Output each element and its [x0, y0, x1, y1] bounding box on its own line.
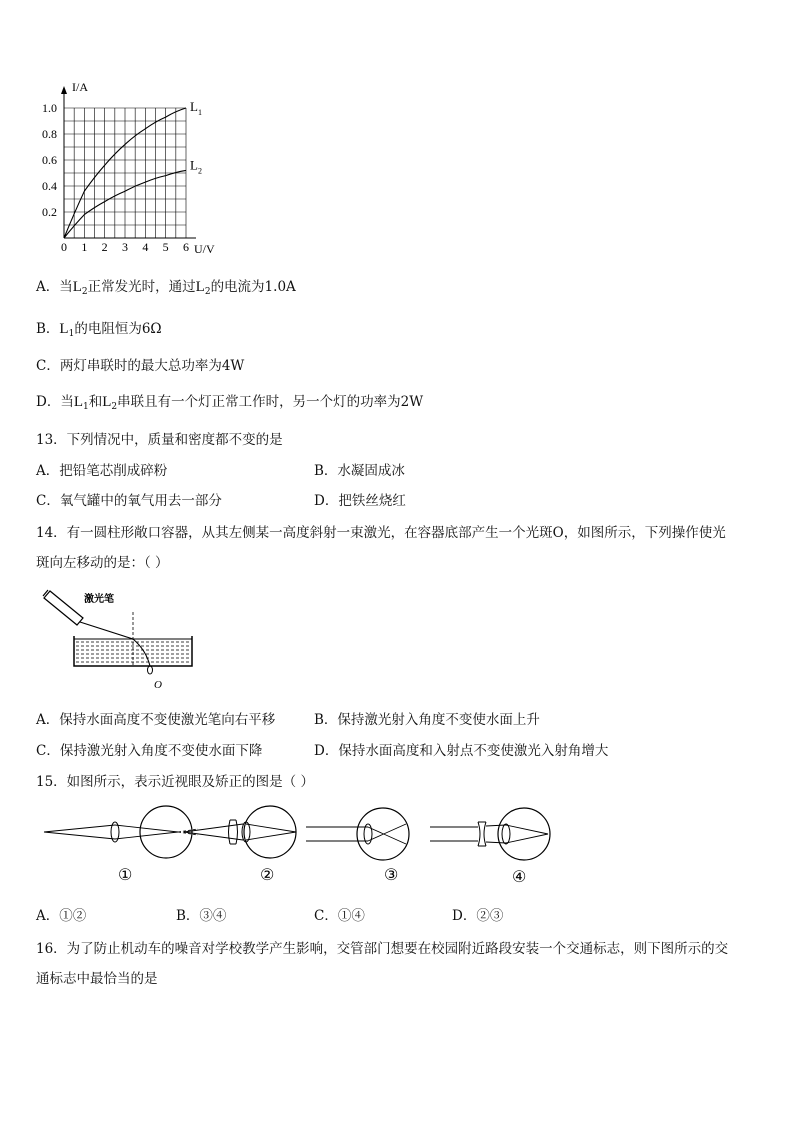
figure-label-2: ② [260, 867, 275, 884]
series-label-sub-1: 1 [198, 108, 202, 117]
q15-option-c[interactable]: C．①④ [314, 908, 365, 924]
q12-option-c[interactable]: C．两灯串联时的最大总功率为4W [36, 358, 245, 374]
iu-chart [30, 78, 230, 258]
chart-grid [64, 108, 186, 238]
x-tick-label: 1 [81, 240, 88, 254]
figure-label-3: ③ [384, 867, 399, 884]
q15-option-b[interactable]: B．③④ [176, 908, 227, 924]
figure-label-1: ① [118, 867, 133, 884]
y-axis-arrow [61, 86, 67, 94]
spot-label: O [154, 679, 162, 691]
y-axis-label: I/A [72, 80, 88, 94]
x-tick-label: 4 [142, 240, 149, 254]
q13-option-c[interactable]: C．氧气罐中的氧气用去一部分 [36, 493, 222, 509]
light-spot [148, 666, 153, 674]
laser-ray [80, 622, 133, 639]
q12-option-a[interactable]: A．当$L_2$正常发光时，通过$L_2$的电流为1.0A [36, 279, 296, 297]
chart-series [64, 99, 202, 238]
x-axis-label: U/V [194, 242, 215, 256]
eye-figures [38, 798, 558, 890]
y-tick-label: 0.2 [42, 205, 57, 219]
laser-container-figure [38, 588, 208, 693]
series-label-sub-2: 2 [198, 166, 202, 176]
x-tick-label: 3 [122, 240, 128, 254]
eye-figure-4 [430, 808, 550, 886]
q15-option-a[interactable]: A．①② [36, 908, 87, 924]
q15-stem: 15．如图所示，表示近视眼及矫正的图是（ ） [36, 774, 314, 790]
series-label-2: L [190, 157, 198, 173]
q14-option-a[interactable]: A．保持水面高度不变使激光笔向右平移 [36, 712, 276, 728]
container-outline [74, 636, 192, 666]
x-tick-label: 5 [162, 240, 169, 254]
laser-pen-icon [43, 590, 83, 625]
q16-stem-line2: 通标志中最恰当的是 [36, 971, 158, 987]
eye-figure-1 [44, 806, 198, 884]
x-tick-label: 2 [101, 240, 108, 254]
x-tick-label: 6 [183, 240, 189, 254]
q13-option-d[interactable]: D．把铁丝烧红 [314, 493, 406, 509]
y-tick-label: 0.6 [42, 153, 57, 167]
y-tick-label: 1.0 [42, 101, 57, 115]
q14-option-c[interactable]: C．保持激光射入角度不变使水面下降 [36, 743, 263, 759]
series-label-1: L [190, 99, 198, 114]
q14-option-d[interactable]: D．保持水面高度和入射点不变使激光入射角增大 [314, 743, 609, 759]
q15-option-d[interactable]: D．②③ [452, 908, 504, 924]
q12-option-b[interactable]: B．$L_1$的电阻恒为6Ω [36, 321, 162, 339]
figure-label-4: ④ [512, 869, 527, 886]
q14-option-b[interactable]: B．保持激光射入角度不变使水面上升 [314, 712, 540, 728]
q14-stem-line2: 斑向左移动的是：（ ） [36, 555, 169, 571]
q16-stem-line1: 16．为了防止机动车的噪音对学校教学产生影响，交管部门想要在校园附近路段安装一个交通标志，则下图所示的交 [36, 941, 729, 957]
eye-figure-2 [184, 806, 296, 884]
y-tick-label: 0.4 [42, 179, 57, 193]
laser-pen-label: 激光笔 [84, 594, 114, 605]
x-tick-label: 0 [61, 240, 67, 254]
y-tick-label: 0.8 [42, 127, 57, 141]
q13-option-a[interactable]: A．把铅笔芯削成碎粉 [36, 463, 168, 479]
eye-figure-3 [306, 808, 409, 884]
q14-stem-line1: 14．有一圆柱形敞口容器，从其左侧某一高度斜射一束激光，在容器底部产生一个光斑O，如图所示，下列操作使光 [36, 525, 726, 541]
q12-option-d[interactable]: D．当$L_1$和$L_2$串联且有一个灯正常工作时，另一个灯的功率为2W [36, 394, 424, 412]
q13-option-b[interactable]: B．水凝固成冰 [314, 463, 405, 479]
q13-stem: 13．下列情况中，质量和密度都不变的是 [36, 432, 283, 448]
